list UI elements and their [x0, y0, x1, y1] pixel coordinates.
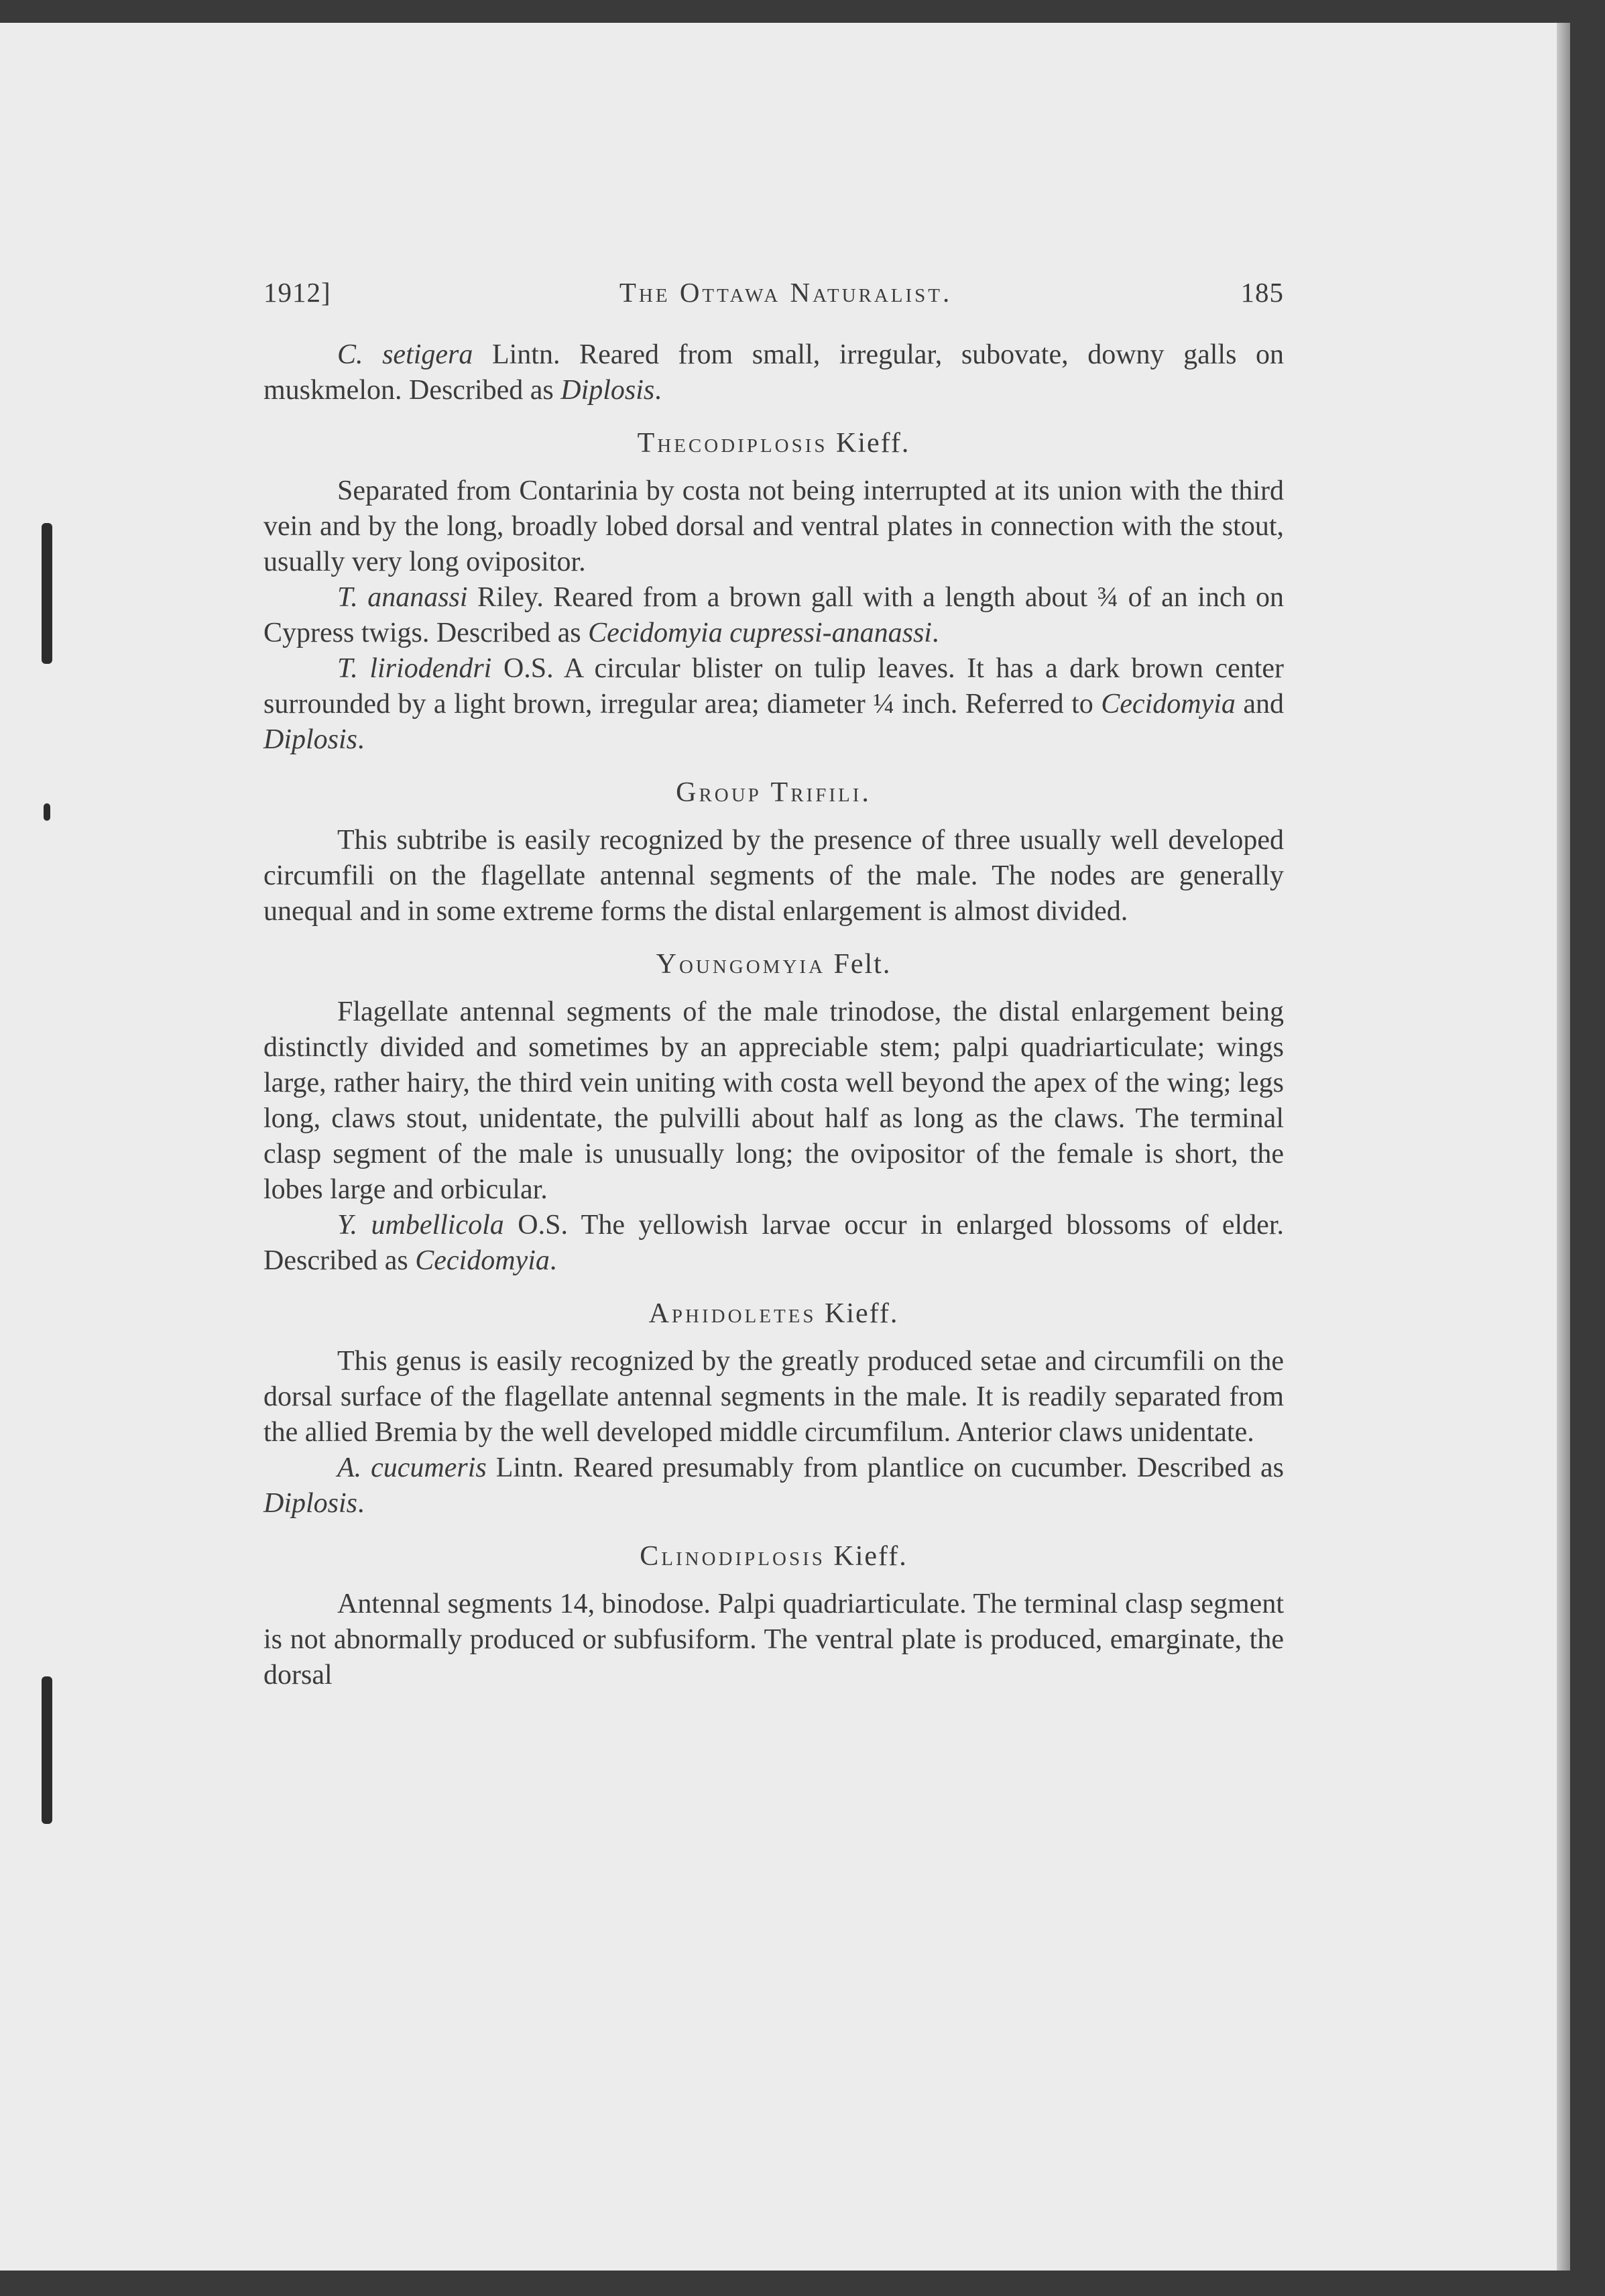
species-name: Y. umbellicola [337, 1210, 504, 1241]
species-name: T. liriodendri [337, 653, 492, 684]
heading-author: Felt. [825, 949, 892, 980]
paragraph: Antennal segments 14, binodose. Palpi quadriarticulate. The terminal clasp segment is not abnormally produced or subfusiform. The ventral plate is produced, emarginate, the dorsal [263, 1589, 1284, 1690]
genus-reference: Diplosis [560, 375, 655, 406]
running-head [263, 275, 1284, 310]
section-heading [263, 947, 1284, 982]
section-heading [263, 1539, 1284, 1574]
paragraph: Flagellate antennal segments of the male trinodose, the distal enlargement being distinctly divided and sometimes by an appreciable stem; palpi quadriarticulate; wings large, rather hairy, the third vein uniting with costa well beyond the apex of the wing; legs long, claws stout, unidentate, the pulvilli about half as long as the claws. The terminal clasp segment of the male is unusually long; the ovipositor of the female is short, the lobes large and orbicular. [263, 996, 1284, 1205]
heading-genus: Youngomyia [656, 949, 826, 980]
heading-genus: Thecodiplosis [637, 428, 828, 459]
heading-genus: Group Trifili. [676, 777, 872, 808]
body-text [263, 337, 1284, 1693]
species-entry [263, 651, 1284, 758]
species-text: Lintn. Reared presumably from plantlice on cucumber. Described as [486, 1452, 1284, 1483]
section-heading [263, 1296, 1284, 1332]
heading-author: Kieff. [827, 428, 910, 459]
species-name: C. setigera [337, 339, 473, 370]
species-text: O.S. A circular blister on tulip leaves. It has a dark brown center surrounded by a light brown, irregular area; diameter ¼ inch. Referred to [263, 653, 1285, 720]
species-entry [263, 580, 1284, 651]
year: 1912] [263, 277, 331, 308]
paragraph: Separated from Contarinia by costa not being interrupted at its union with the third vein and by the long, broadly lobed dorsal and ventral plates in connection with the stout, usually very long ovipositor. [263, 475, 1284, 577]
page-edge [1557, 23, 1570, 2271]
genus-reference: Cecidomyia [1101, 689, 1236, 720]
species-text: . [357, 724, 365, 755]
binding-mark [44, 803, 50, 821]
species-text: Lintn. Reared from small, irregular, subovate, downy galls on muskmelon. Described as [263, 339, 1284, 406]
genus-reference: Cecidomyia cupressi-ananassi [588, 618, 932, 648]
species-text: . [654, 375, 662, 406]
page-content [263, 275, 1284, 1693]
species-entry [263, 337, 1284, 408]
binding-mark [42, 1676, 52, 1824]
section-heading [263, 426, 1284, 461]
species-name: T. ananassi [337, 582, 468, 613]
section-heading [263, 775, 1284, 811]
heading-genus: Clinodiplosis [640, 1541, 825, 1572]
species-text: O.S. The yellowish larvae occur in enlarged blossoms of elder. Described as [263, 1210, 1284, 1276]
page-number: 185 [1240, 277, 1284, 308]
species-text: and [1235, 689, 1284, 720]
genus-reference: Diplosis [263, 1488, 358, 1519]
species-text: . [931, 618, 939, 648]
species-entry [263, 1450, 1284, 1522]
heading-author: Kieff. [816, 1298, 899, 1329]
species-text: . [549, 1245, 557, 1276]
journal-title: The Ottawa Naturalist. [619, 277, 953, 308]
paragraph: This genus is easily recognized by the greatly produced setae and circumfili on the dorsal surface of the flagellate antennal segments in the male. It is readily separated from the allied Bremia by the well developed middle circumfilum. Anterior claws unidentate. [263, 1346, 1284, 1448]
species-text: . [357, 1488, 365, 1519]
paragraph: This subtribe is easily recognized by the presence of three usually well developed circumfili on the flagellate antennal segments of the male. The nodes are generally unequal and in some extreme forms the distal enlargement is almost divided. [263, 825, 1284, 927]
heading-genus: Aphidoletes [648, 1298, 817, 1329]
heading-author: Kieff. [825, 1541, 908, 1572]
species-name: A. cucumeris [337, 1452, 487, 1483]
binding-mark [42, 523, 52, 664]
species-entry [263, 1208, 1284, 1279]
species-text: Riley. Reared from a brown gall with a length about ¾ of an inch on Cypress twigs. Described as [263, 582, 1284, 648]
genus-reference: Cecidomyia [415, 1245, 550, 1276]
genus-reference: Diplosis [263, 724, 358, 755]
